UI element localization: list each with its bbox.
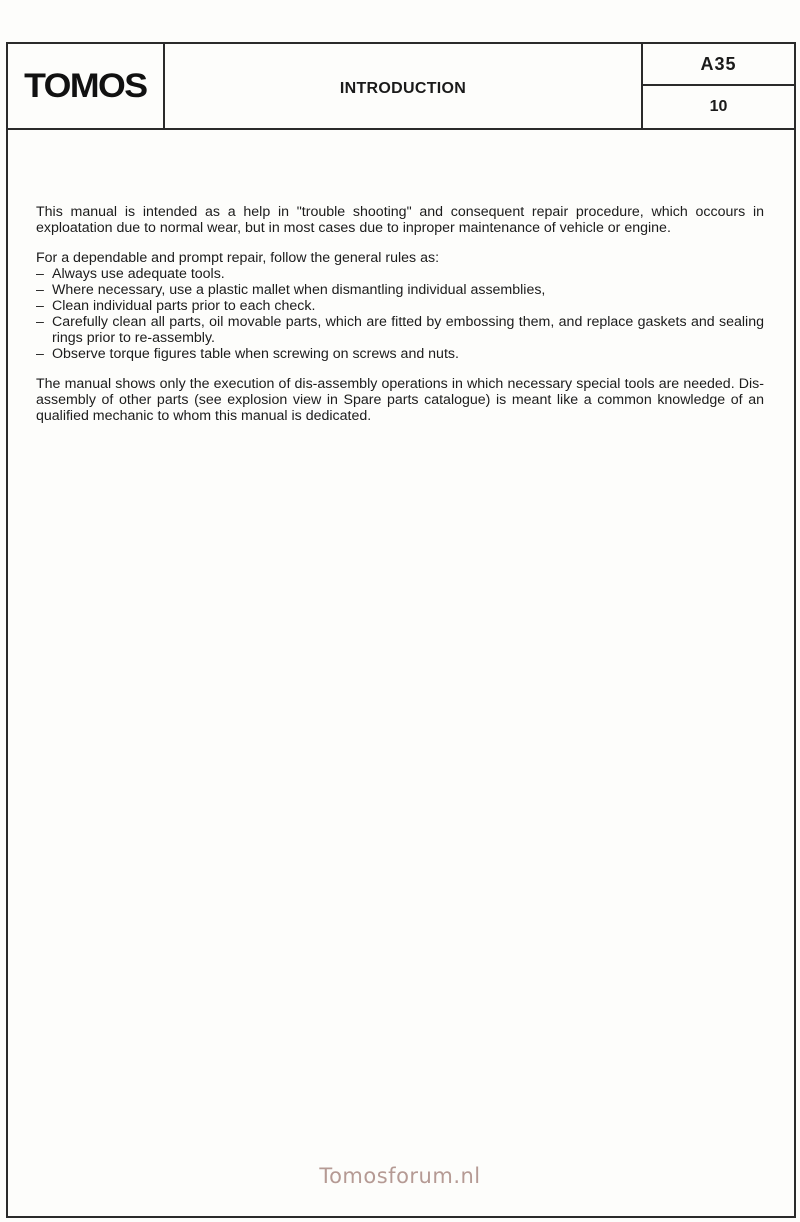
page-title: INTRODUCTION — [339, 80, 467, 97]
list-item: – Clean individual parts prior to each check. — [36, 298, 764, 314]
list-item: – Always use adequate tools. — [36, 266, 764, 282]
page-number: 10 — [709, 98, 728, 115]
section-code: A35 — [643, 44, 794, 86]
document-header — [8, 44, 794, 130]
paragraph-rules-intro: For a dependable and prompt repair, follow the general rules as: — [36, 250, 440, 266]
watermark: Tomosforum.nl — [319, 1164, 481, 1188]
paragraph-scope: The manual shows only the execution of dis-assembly operations in which necessary special tools are needed. Dis-assembly of other parts (see explosion view in Spare parts catalogue) is meant like a common knowledge of an qualified mechanic to whom this manual is dedicated. — [36, 376, 764, 424]
list-item: – Observe torque figures table when screwing on screws and nuts. — [36, 346, 764, 362]
rules-list — [36, 266, 764, 362]
title-cell — [165, 44, 643, 128]
tomos-logo: TOMOS — [24, 66, 147, 105]
logo-cell — [8, 44, 165, 128]
list-item: – Where necessary, use a plastic mallet when dismantling individual assemblies, — [36, 282, 764, 298]
list-item: – Carefully clean all parts, oil movable parts, which are fitted by embossing them, and replace gaskets and sealing rings prior to re-assembly. — [36, 314, 764, 346]
paragraph-purpose: This manual is intended as a help in "trouble shooting" and consequent repair procedure, which occours in exploatation due to normal wear, but in most cases due to inproper maintenance of vehicle or engine. — [36, 204, 764, 236]
document-body — [36, 204, 764, 438]
